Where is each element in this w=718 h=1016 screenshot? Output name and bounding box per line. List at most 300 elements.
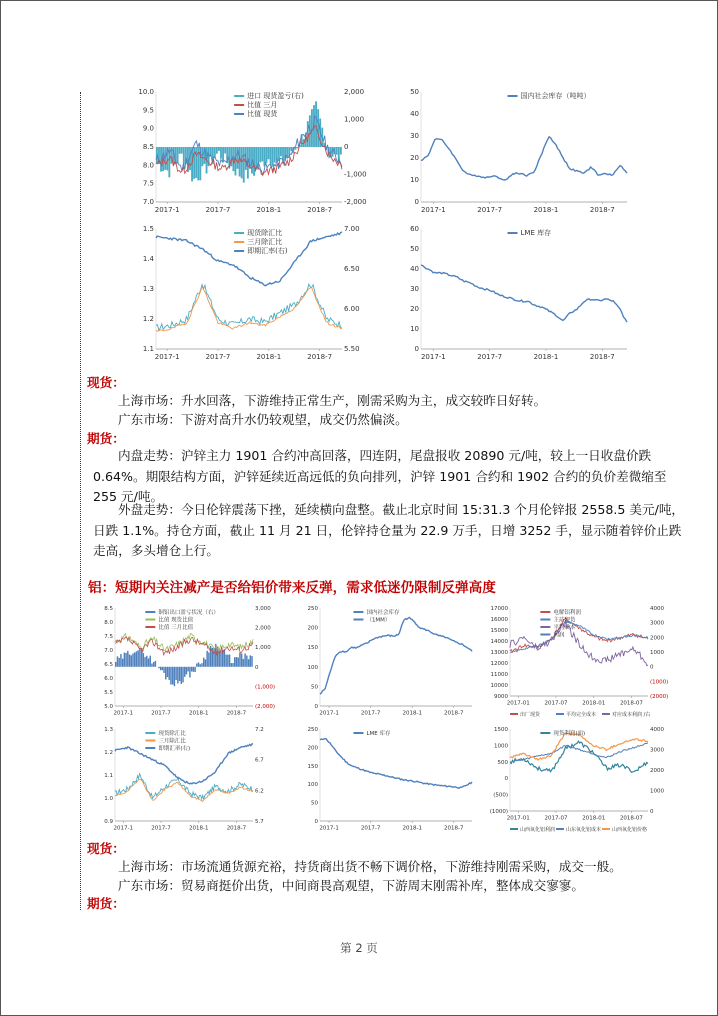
bar (183, 147, 185, 166)
series-line (156, 287, 342, 332)
bar (181, 667, 182, 684)
bar (214, 147, 216, 158)
y-tick-label: 0 (414, 345, 419, 353)
bar (336, 147, 338, 155)
bar (268, 147, 270, 159)
bar (158, 667, 159, 668)
y-tick-label: 20 (410, 154, 419, 162)
legend-label: LME 库存 (366, 731, 391, 737)
chart-svg (130, 223, 370, 363)
legend-label: 对应成本利润 /右 (612, 712, 651, 718)
y2-tick-label: 1,000 (255, 645, 271, 652)
bar (148, 658, 149, 666)
x-tick-label: 2017-7 (205, 353, 231, 361)
y2-tick-label: (2000) (650, 694, 669, 700)
y-tick-label: 7.0 (142, 198, 154, 206)
bar (317, 109, 319, 147)
y2-tick-label: -1,000 (344, 170, 367, 179)
bar (163, 667, 164, 673)
bar (270, 147, 272, 165)
bar (213, 648, 214, 667)
y-tick-label: 10 (410, 325, 419, 333)
series-line (156, 284, 342, 330)
bar (160, 667, 161, 670)
bar (266, 147, 268, 163)
bar (250, 655, 251, 666)
bar (115, 662, 116, 667)
y2-tick-label: (1,000) (255, 684, 276, 691)
y2-tick-label: 5.7 (255, 819, 264, 825)
y-tick-label: 1.3 (104, 727, 113, 733)
x-tick-label: 2017-7 (151, 825, 171, 832)
y-tick-label: 10000 (490, 683, 508, 689)
y-tick-label: 1000 (494, 743, 508, 750)
y2-tick-label: 1000 (650, 650, 664, 656)
y-tick-label: 9000 (494, 694, 508, 700)
bar (191, 667, 192, 672)
series-line (421, 137, 627, 180)
legend-label: 利润 (553, 632, 565, 639)
bar (203, 658, 204, 667)
y2-tick-label: 2,000 (255, 625, 271, 632)
y-tick-label: 1.4 (142, 255, 154, 263)
bar (174, 667, 175, 686)
y-tick-label: 30 (410, 132, 419, 140)
y2-tick-label: (1000) (650, 679, 669, 686)
y-tick-label: 100 (307, 782, 318, 789)
bar (162, 667, 163, 670)
legend-label: 现货利润(面) (553, 731, 586, 737)
bar (141, 648, 142, 666)
y-tick-label: 8.0 (104, 620, 113, 626)
bar (151, 664, 152, 667)
plot-area (490, 727, 665, 822)
y2-tick-label: 3,000 (255, 606, 271, 612)
x-tick-label: 2017-01 (506, 700, 530, 707)
bar (122, 659, 123, 667)
bar (189, 667, 190, 678)
bar (208, 652, 209, 666)
y-tick-label: 1.0 (104, 796, 113, 802)
y-tick-label: 11000 (490, 672, 508, 678)
y2-tick-label: 4000 (650, 606, 664, 612)
bar (198, 662, 199, 666)
series-line (115, 633, 253, 651)
bar (315, 101, 317, 147)
series-line (421, 265, 627, 322)
series-line (510, 620, 648, 666)
chart-svg (395, 86, 635, 216)
legend-label: 山东氧化铝成本 (566, 827, 602, 833)
y2-tick-label: 6.50 (344, 265, 360, 273)
bar (129, 654, 130, 666)
x-tick-label: 2017-1 (319, 710, 339, 717)
bar (280, 147, 282, 156)
al-spot-guangdong: 广东市场：贸易商挺价出货，中间商畏高观望，下游周末刚需补库，整体成交寥寥。 (118, 878, 584, 893)
bar (234, 657, 235, 667)
bar (153, 662, 154, 667)
y-tick-label: 7.5 (104, 634, 113, 640)
x-tick-label: 2018-1 (256, 206, 282, 214)
y2-tick-label: 2000 (650, 635, 664, 642)
y2-tick-label: 0 (344, 143, 349, 151)
bar (243, 147, 245, 183)
al-spot-heading: 现货： (87, 841, 125, 856)
legend-label: 比值 现货比值 (158, 617, 194, 624)
bar (219, 649, 220, 667)
legend (353, 608, 400, 624)
series-line (510, 618, 648, 653)
bar (181, 147, 183, 154)
bar (290, 147, 292, 151)
x-tick-label: 2017-1 (420, 353, 446, 361)
y-tick-label: 10.0 (138, 88, 154, 96)
bar (184, 667, 185, 677)
y2-tick-label: 6.2 (255, 788, 264, 795)
bar (168, 667, 169, 680)
y2-tick-label: 0 (255, 664, 259, 671)
y-tick-label: 30 (410, 285, 419, 293)
y-tick-label: 250 (307, 727, 318, 733)
y2-tick-label: 4000 (650, 727, 664, 733)
x-tick-label: 2018-1 (402, 825, 422, 832)
bar (274, 147, 276, 163)
bar (120, 654, 121, 667)
y-tick-label: 0.9 (104, 819, 113, 825)
y-tick-label: 1.1 (142, 345, 154, 353)
bar (218, 147, 220, 151)
bar (146, 656, 147, 667)
y2-tick-label: 3000 (650, 620, 664, 627)
y-tick-label: 40 (410, 110, 419, 118)
bar (143, 653, 144, 667)
chart-al-social-stock (300, 602, 480, 720)
bar (131, 655, 132, 666)
legend-label: 平均完全成本 (566, 712, 597, 718)
x-tick-label: 2017-1 (319, 825, 339, 832)
chart-svg (300, 602, 480, 720)
y-tick-label: 13000 (490, 650, 508, 656)
chart-al-profit (490, 602, 670, 720)
chart-zinc-ratio (130, 86, 370, 216)
x-tick-label: 2018-07 (619, 815, 643, 822)
y-tick-label: 5.5 (104, 690, 113, 696)
bar (261, 147, 263, 161)
y-tick-label: 17000 (490, 606, 508, 612)
y-tick-label: 1500 (494, 727, 508, 733)
x-tick-label: 2018-7 (589, 353, 615, 361)
x-tick-label: 2017-7 (360, 710, 381, 717)
bar (224, 649, 225, 667)
series-line (510, 620, 648, 652)
bar (232, 663, 233, 667)
y2-tick-label: 1,000 (344, 115, 365, 124)
x-tick-label: 2017-1 (154, 353, 180, 361)
bar (165, 667, 166, 680)
y-tick-label: 0 (314, 704, 318, 710)
x-tick-label: 2017-1 (420, 206, 446, 214)
bar (177, 147, 179, 163)
x-tick-label: 2018-1 (188, 825, 209, 832)
legend-label: 进口 现货盈亏(右) (247, 92, 304, 100)
y-tick-label: 1.1 (104, 773, 113, 779)
bar (186, 667, 187, 675)
chart-zinc-lme-stock (395, 223, 635, 363)
bar (117, 656, 118, 666)
bar (179, 667, 180, 681)
legend-label: 国内社会库存 (366, 610, 400, 616)
y-tick-label: 50 (311, 684, 318, 691)
x-tick-label: 2017-7 (205, 206, 231, 214)
x-tick-label: 2018-7 (307, 206, 333, 214)
x-tick-label: 2017-07 (544, 700, 568, 707)
bar (187, 667, 188, 672)
bar (272, 147, 274, 167)
bar (225, 655, 226, 667)
x-tick-label: 2018-01 (582, 700, 606, 707)
zinc-spot-guangdong: 广东市场：下游对高升水仍较观望，成交仍然偏淡。 (118, 412, 408, 427)
bar (251, 656, 252, 667)
bar (136, 651, 137, 666)
y-tick-label: 40 (410, 265, 419, 273)
y-tick-label: 1.2 (142, 315, 154, 323)
plot-area (308, 727, 473, 832)
chart-al-ratio (95, 602, 275, 720)
legend-label: 出厂现货 (520, 712, 541, 718)
y-tick-label: 1.5 (142, 225, 154, 233)
y-tick-label: 7.0 (104, 648, 113, 654)
x-tick-label: 2017-1 (154, 206, 180, 214)
y-tick-label: 100 (307, 664, 318, 671)
plot-area (410, 88, 627, 214)
legend (353, 729, 391, 737)
zinc-futures-domestic: 内盘走势：沪锌主力 1901 合约冲高回落，四连阴，尾盘报收 20890 元/吨，较上一日收盘价跌 0.64%。期限结构方面，沪锌延续近高远低的负向排列，沪锌 1901 合约和 1902 合约的负价差微缩至 255 元/吨。 (93, 448, 667, 504)
y2-tick-label: 7.2 (255, 727, 264, 733)
y-tick-label: 500 (497, 759, 508, 766)
y2-tick-label: 5.50 (344, 345, 360, 353)
y2-tick-label: 0 (650, 809, 654, 815)
chart-svg (395, 223, 635, 363)
legend-label: 现货除汇比 (247, 229, 283, 237)
bar (237, 657, 238, 666)
page-footer: 第 2 页 (340, 941, 378, 955)
legend (145, 729, 190, 752)
bar (139, 648, 140, 667)
chart-svg (130, 86, 370, 216)
y2-tick-label: 6.00 (344, 305, 360, 313)
bar (201, 663, 202, 667)
y-tick-label: 1.3 (142, 285, 154, 293)
legend-label: 国内社会库存（吨吨） (520, 92, 591, 100)
bar (257, 147, 259, 170)
bar (244, 653, 245, 666)
y-tick-label: 50 (410, 245, 419, 253)
x-tick-label: 2018-1 (402, 710, 422, 717)
y-tick-label: 1.2 (104, 750, 113, 756)
bar (172, 667, 173, 685)
bar (134, 652, 135, 666)
legend-label: 主站现货 (553, 617, 576, 624)
legend (234, 228, 288, 255)
bar (246, 656, 247, 667)
x-tick-label: 2018-7 (444, 710, 464, 717)
y2-tick-label: 3000 (650, 747, 664, 754)
y-tick-label: 200 (307, 625, 318, 632)
chart-zinc-social-stock (395, 86, 635, 216)
y-tick-label: 15000 (490, 628, 508, 634)
bar (201, 147, 203, 166)
legend (145, 608, 219, 631)
y-tick-label: 5.0 (104, 704, 113, 710)
legend-label: （1MM） (366, 617, 391, 624)
al-futures-heading: 期货： (87, 896, 125, 911)
bar (229, 655, 230, 667)
bar (182, 667, 183, 683)
bar (127, 651, 128, 667)
bar (224, 147, 226, 154)
bar (193, 667, 194, 672)
y-tick-label: 0 (314, 819, 318, 825)
bar (259, 147, 261, 162)
bar (276, 147, 278, 160)
bar (248, 659, 249, 667)
y-tick-label: 16000 (490, 617, 508, 623)
bar (170, 667, 171, 685)
chart-svg (95, 723, 275, 835)
legend-label: 比值 三月 (247, 101, 278, 109)
bar (150, 656, 151, 667)
bar (243, 659, 244, 667)
legend-label: 比值 三月比值 (158, 625, 194, 631)
bar (241, 653, 242, 666)
x-tick-label: 2017-7 (477, 353, 503, 361)
bar (340, 147, 342, 154)
x-tick-label: 2018-1 (533, 206, 559, 214)
bar (227, 655, 228, 667)
series-line (320, 617, 472, 694)
y-tick-label: 50 (410, 88, 419, 96)
x-tick-label: 2017-1 (113, 710, 134, 717)
zinc-futures-heading: 期货： (87, 431, 125, 446)
y-tick-label: (500) (493, 792, 508, 799)
x-tick-label: 2017-01 (506, 815, 530, 822)
bar (155, 661, 156, 667)
x-tick-label: 2018-7 (307, 353, 333, 361)
legend-label: 三月除汇比 (247, 238, 283, 246)
y-tick-label: 12000 (490, 661, 508, 667)
x-tick-label: 2017-7 (477, 206, 503, 214)
bar (241, 147, 243, 178)
y-tick-label: 20 (410, 305, 419, 313)
y-tick-label: 9.0 (142, 124, 154, 133)
y-tick-label: 200 (307, 745, 318, 752)
zinc-spot-shanghai: 上海市场：升水回落，下游维持正常生产，刚需采购为主，成交较昨日好转。 (118, 393, 547, 408)
y2-tick-label: (2,000) (255, 704, 276, 710)
legend (508, 91, 591, 100)
x-tick-label: 2017-07 (544, 815, 568, 822)
legend-label: 比值 现货 (247, 110, 278, 118)
bar (216, 147, 218, 154)
bar (167, 667, 168, 677)
x-tick-label: 2018-1 (188, 710, 209, 717)
y-tick-label: 10 (410, 176, 419, 184)
bar (239, 653, 240, 667)
legend-label: 即期汇率(右) (158, 746, 191, 752)
x-tick-label: 2018-07 (619, 700, 643, 707)
legend-label: 山西氧化铝利润 (520, 827, 556, 833)
chart-zinc-fx-ratio (130, 223, 370, 363)
chart-al-fx-ratio (95, 723, 275, 835)
bar (132, 653, 133, 666)
margin-dotted-line (80, 92, 81, 910)
chart-svg (490, 602, 670, 720)
legend-label: 平均成本 (553, 625, 576, 631)
x-tick-label: 2018-7 (226, 825, 247, 832)
bar (179, 147, 181, 154)
bar (137, 650, 138, 667)
y-tick-label: 8.0 (142, 161, 154, 170)
chart-svg (490, 723, 670, 835)
y-tick-label: 8.5 (142, 143, 154, 151)
series-line (115, 779, 253, 801)
chart-al-lme-stock (300, 723, 480, 835)
bar (177, 667, 178, 684)
zinc-futures-foreign: 外盘走势：今日伦锌震荡下挫，延续横向盘整。截止北京时间 15:31.3 个月伦锌报 2558.5 美元/吨，日跌 1.1%。持仓方面，截止 11 月 21 日，伦锌持仓量为 22.9 万手，日增 3252 手，显示随着锌价止跌走高，多头增仓上行。 (93, 502, 685, 558)
bar (125, 653, 126, 667)
legend-label: 现货除汇比 (158, 731, 186, 737)
legend (508, 228, 552, 237)
y-tick-label: (1000) (489, 809, 508, 815)
chart-alumina-profit (490, 723, 670, 835)
y-tick-label: 50 (311, 800, 318, 807)
x-tick-label: 2018-7 (226, 710, 247, 717)
bar (175, 667, 176, 680)
y-tick-label: 150 (307, 763, 318, 770)
x-tick-label: 2017-1 (113, 825, 134, 832)
y2-tick-label: -2,000 (344, 198, 367, 206)
bar (197, 147, 199, 180)
y-tick-label: 0 (414, 198, 419, 206)
bar (194, 667, 195, 672)
plot-area (491, 606, 669, 707)
y-tick-label: 150 (307, 645, 318, 652)
x-tick-label: 2017-7 (360, 825, 381, 832)
legend (234, 91, 304, 118)
bar (195, 147, 197, 178)
x-tick-label: 2018-01 (582, 815, 606, 822)
bar (118, 658, 119, 667)
aluminum-section-title: 铝：短期内关注减产是否给铝价带来反弹，需求低迷仍限制反弹高度 (88, 580, 496, 596)
bar (297, 147, 299, 148)
legend-label: 电解铝利润 (553, 610, 581, 616)
y2-tick-label: 1000 (650, 788, 664, 795)
bar (206, 651, 207, 667)
bar (205, 659, 206, 666)
bar (200, 664, 201, 667)
y-tick-label: 60 (410, 225, 419, 233)
y2-tick-label: 7.00 (344, 225, 360, 233)
y-tick-label: 14000 (490, 639, 508, 645)
y-tick-label: 250 (307, 606, 318, 612)
series-line (115, 774, 253, 800)
x-tick-label: 2018-1 (533, 353, 559, 361)
x-tick-label: 2017-7 (151, 710, 171, 717)
chart-svg (95, 602, 275, 720)
y-tick-label: 8.5 (104, 606, 113, 612)
y-tick-label: 7.5 (142, 179, 154, 188)
bar (144, 657, 145, 667)
x-tick-label: 2018-1 (256, 353, 282, 361)
